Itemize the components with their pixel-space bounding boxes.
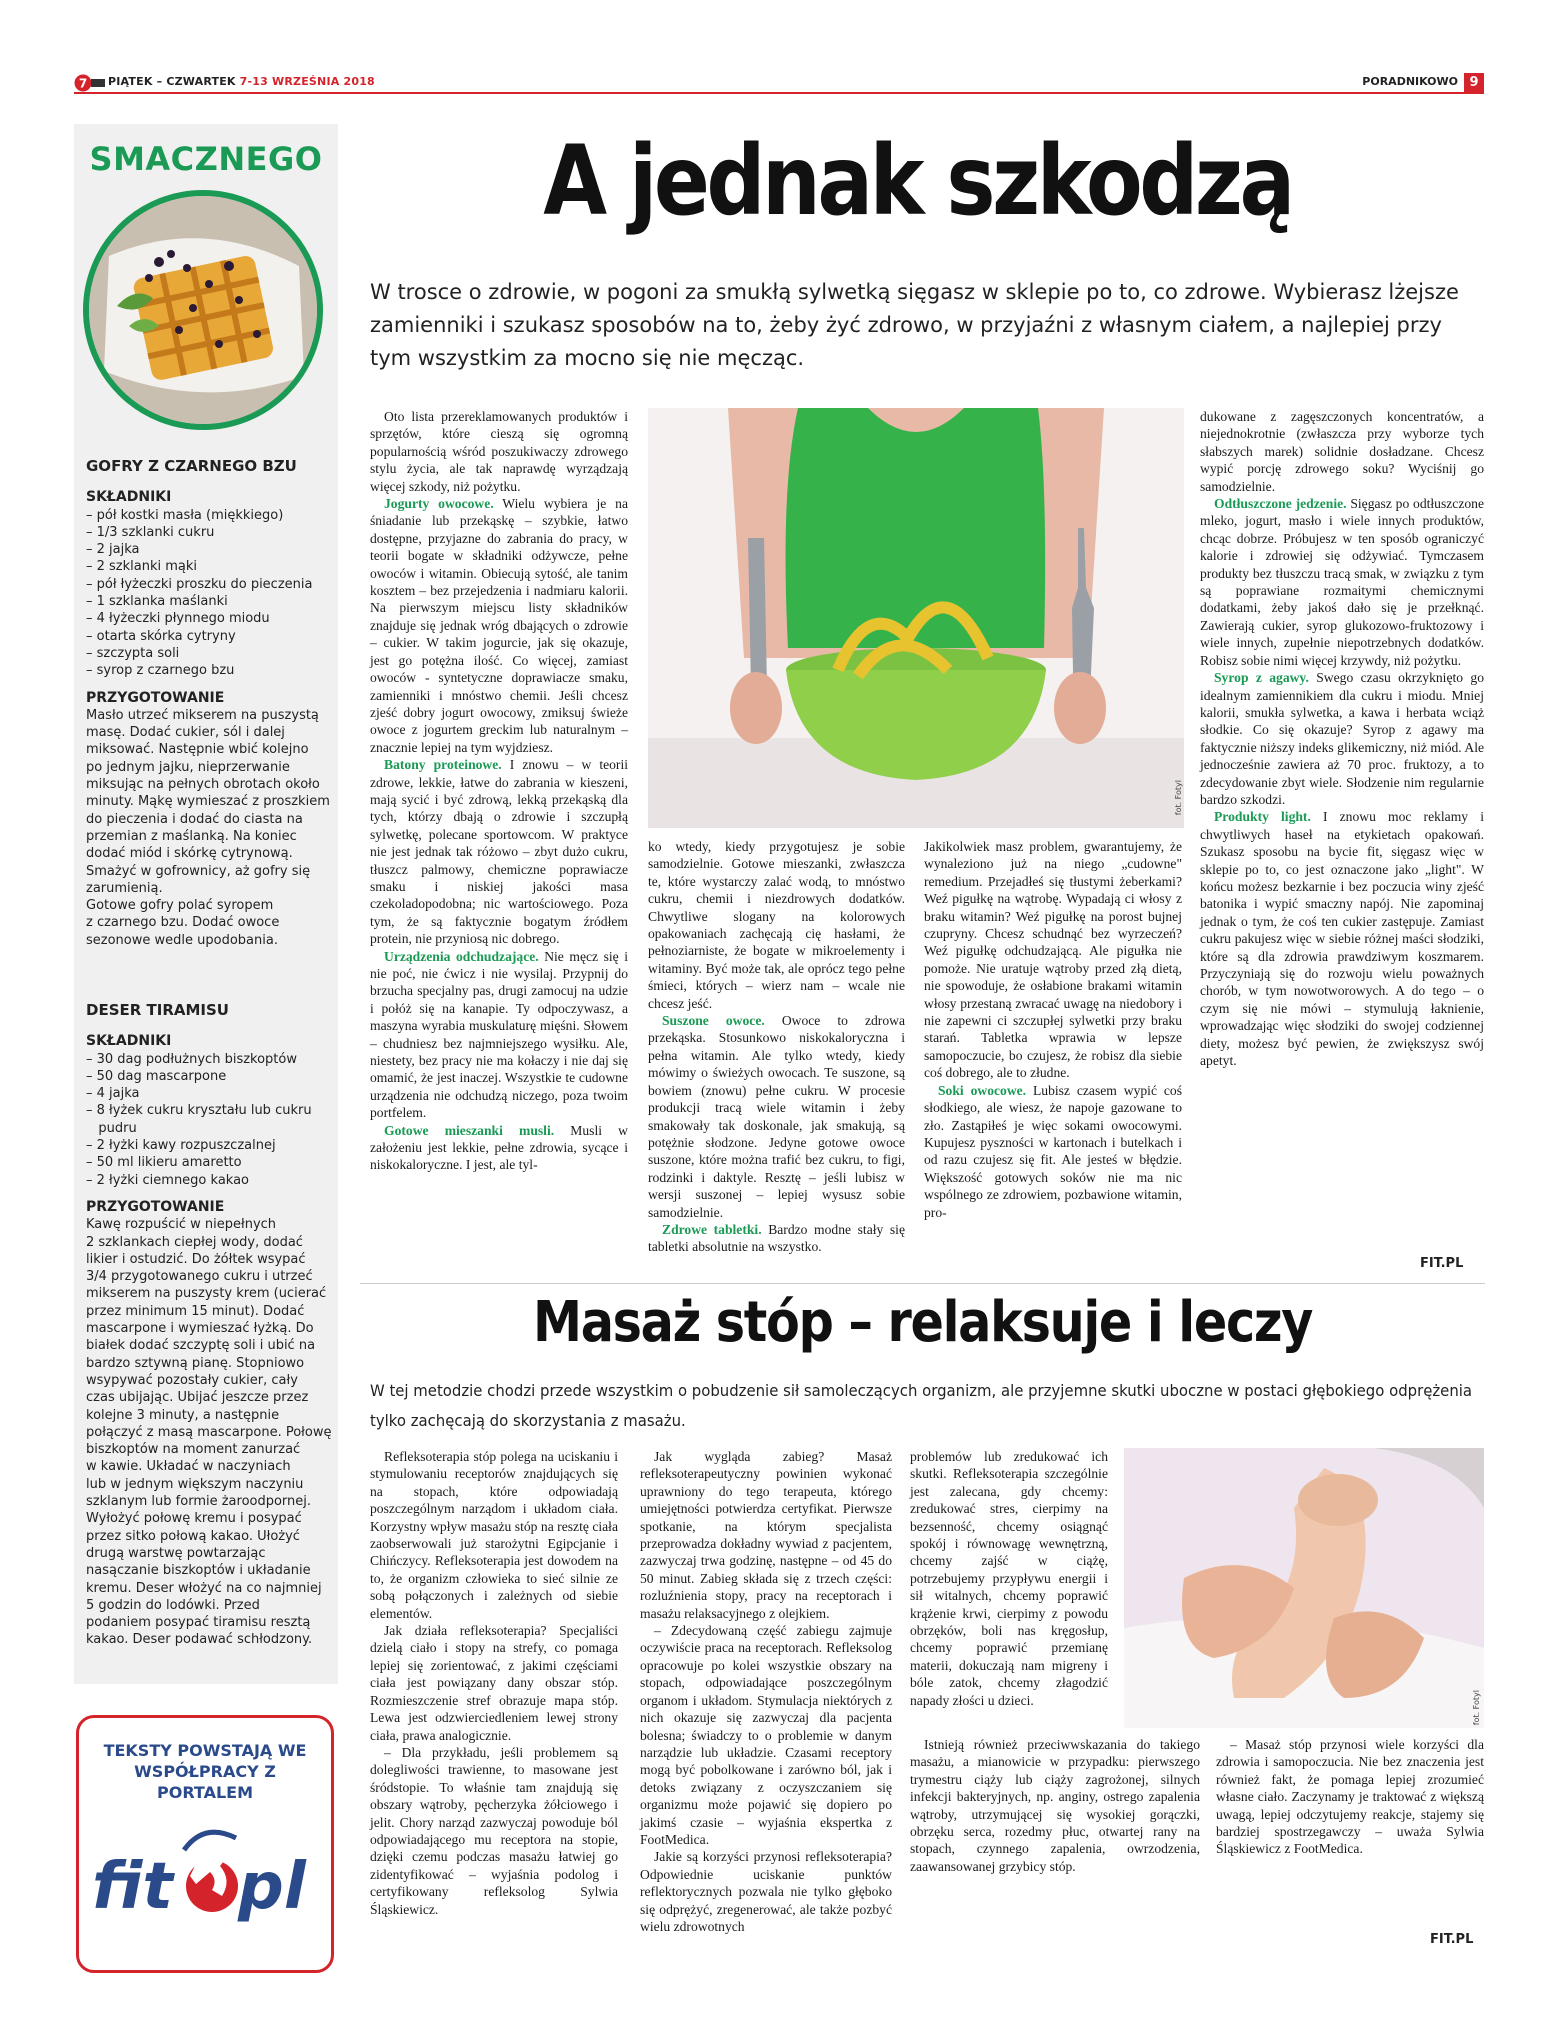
prep-line: białek dodać szczyptę soli i ubić na xyxy=(86,1338,316,1354)
logo-fit: fit xyxy=(92,1850,173,1924)
ingredients-list xyxy=(86,1051,332,1189)
list-item: – szczypta soli xyxy=(86,645,180,661)
paragraph-text: ko wtedy, kiedy przygotujesz je sobie samodzielnie. Gotowe mieszanki, zwłaszcza te, które wystarczy zalać wodą, to mnóstwo cukru, chemii i niezdrowych dodatków. Chwytliwe slogany na kolorowych opakowaniach zachęcają cię hasłami, że pełnoziarniste, że bogate w mikroelementy i witaminy. Być może tak, ale oprócz tego pełne śmieci, których – wierz nam – wcale nie chcesz jeść. xyxy=(648,839,905,1011)
article1-headline: A jednak szkodzą xyxy=(543,125,1292,237)
article1-lead: W trosce o zdrowie, w pogoni za smukłą sylwetką sięgasz w sklepie po to, co zdrowe. Wybierasz lżejsze zamienniki i szukasz sposobów na to, żeby żyć zdrowo, w przyjaźni z własnym ciałem, a najlepiej przy tym wszystkim za mocno się nie męcząc. xyxy=(370,280,1459,370)
paragraph-text: Nie męcz się i nie poć, nie ćwicz i nie wysilaj. Przypnij do brzucha specjalny pas, drugi zamocuj na udzie i połóż się na kanapie. Ty odpoczywasz, a maszyna wyrabia muskulaturę mięśni. Słowem – chudniesz bez najmniejszego wysiłku. Ale, niestety, bez pracy nie ma kołaczy i nie daj się omamić, że jest inaczej. Wszystkie te cudowne urządzenia nie odchudzą niczego, poza twoim portfelem. xyxy=(370,948,628,1121)
prep-heading: PRZYGOTOWANIE xyxy=(86,1198,225,1215)
paragraph-text: Bardzo modne stały się tabletki absolutnie na wszystko. xyxy=(648,1221,905,1255)
page-number: 9 xyxy=(1464,73,1484,93)
prep-line: miksować. Następnie wbić kolejno xyxy=(86,742,309,758)
prep-line: lub w jednym większym naczyniu xyxy=(86,1476,304,1492)
prep-line: połączyć z masą mascarpone. Połowę xyxy=(86,1424,332,1440)
article1-col4 xyxy=(1200,408,1484,1069)
list-item: – 4 łyżeczki płynnego miodu xyxy=(86,611,270,627)
prep-line: wsypywać pozostały cukier, cały xyxy=(86,1372,298,1388)
prep-line: miksując na pełnych obrotach około xyxy=(86,777,320,793)
list-item: – 2 łyżki kawy rozpuszczalnej xyxy=(86,1138,276,1154)
prep-line: drugą warstwę powtarzając xyxy=(86,1545,266,1561)
article1-photo xyxy=(648,408,1184,828)
prep-line: minuty. Mąkę wymieszać z proszkiem xyxy=(86,794,330,810)
waffle-photo xyxy=(83,190,323,430)
prep-line: Kawę rozpuścić w niepełnych xyxy=(86,1217,277,1233)
prep-text xyxy=(86,707,332,949)
prep-line: bardzo sztywną pianę. Stopniowo xyxy=(86,1355,305,1371)
prep-line: kolejne 3 minuty, a następnie xyxy=(86,1407,280,1423)
paragraph-lead: Soki owocowe. xyxy=(938,1082,1027,1098)
prep-line: Masło utrzeć mikserem na puszystą xyxy=(86,707,319,723)
ingredients-heading: SKŁADNIKI xyxy=(86,489,172,506)
paragraph xyxy=(1200,495,1484,669)
list-item: – 8 łyżek cukru kryształu lub cukru xyxy=(86,1103,312,1119)
prep-line: Smażyć w gofrownicy, aż gofry się xyxy=(86,863,311,879)
prep-line: Wyłożyć połowę kremu i posypać xyxy=(86,1511,302,1527)
recipe-tiramisu xyxy=(86,1002,332,1649)
article2-col2 xyxy=(640,1448,892,1935)
waffle-illustration xyxy=(89,196,317,424)
ingredients-heading: SKŁADNIKI xyxy=(86,1033,172,1050)
prep-line: do pieczenia i dodać do ciasta na xyxy=(86,811,303,827)
list-item: pudru xyxy=(86,1120,137,1136)
paragraph xyxy=(648,838,905,1012)
prep-line: podaniem posypać tiramisu resztą xyxy=(86,1615,311,1631)
partner-line-1: TEKSTY POWSTAJĄ WE xyxy=(103,1741,307,1760)
list-item: – 1/3 szklanki cukru xyxy=(86,524,215,540)
newspaper-logo-icon xyxy=(74,74,106,92)
partner-text xyxy=(90,1740,320,1803)
prep-line: przez sitko połową kakao. Ułożyć xyxy=(86,1528,300,1544)
foot-massage-illustration xyxy=(1124,1448,1484,1728)
logo-text: 7 xyxy=(78,76,88,91)
paragraph: problemów lub zredukować ich skutki. Refleksoterapia szczególnie jest zalecana, gdy chcemy: zredukować stres, cierpimy na bezsenność, chcemy osiągnąć spokój i równowagę wewnętrzną, chcemy zajść w ciążę, potrzebujemy przypływu energii i sił witalnych, chcemy poprawić krążenie krwi, cierpimy z powodu obrzęków, boli nas kręgosłup, chcemy poprawić przemianę materii, dokuczają nam migreny i bóle zatok, chcemy złagodzić napady złości u dzieci. xyxy=(910,1449,1108,1708)
paragraph-text: dukowane z zagęszczonych koncentratów, a niejednokrotnie (zwłaszcza przy wyborze tych słabszych marek) solidnie dosładzane. Chcesz wypić porcję zdrowego soku? Wyciśnij go samodzielnie. xyxy=(1200,409,1484,494)
paragraph-text: Lubisz czasem wypić coś słodkiego, ale wiesz, że napoje gazowane to zło. Zastąpiłeś je więc sokami owocowymi. Kupujesz pyszności w kartonach i butelkach i od razu czujesz się fit. Ale jesteś w błędzie. Większość gotowych soków nie ma nic wspólnego ze zdrowiem, pozbawione witamin, pro- xyxy=(924,1082,1182,1220)
paragraph xyxy=(1200,669,1484,808)
list-item: – 4 jajka xyxy=(86,1086,140,1102)
paragraph xyxy=(924,838,1182,1082)
prep-line: mikserem na puszysty krem (ucierać xyxy=(86,1286,327,1302)
paragraph-text: I znowu – w teorii zdrowe, lekkie, łatwe do zabrania w kieszeni, mają sycić i być zdrową, lekką przekąską dla tych, którzy dbają o zdrowie i szczupłą sylwetkę, polecane sportowcom. W praktyce nie jest jednak tak różowo – zbyt dużo cukru, tłuszcz palmowy, chemiczne poprawiacze smaku i niskiej jakości masa czekoladopodobna; nic wartościowego. Poza tym, że są faktycznie bogatym źródłem protein, nie przyniosą nic dobrego. xyxy=(370,757,629,947)
prep-line: sezonowe wedle upodobania. xyxy=(86,932,278,948)
ingredients-list xyxy=(86,507,332,680)
paragraph xyxy=(924,1082,1182,1221)
woman-with-bowl-illustration xyxy=(648,408,1184,828)
article-divider xyxy=(360,1283,1485,1284)
paragraph-text: Jakikolwiek masz problem, gwarantujemy, że wynaleziono już na niego „cudowne" remedium. Przejadłeś się tłustymi żeberkami? Weź pigułkę na wątrobę. Wypadają ci włosy z braku witamin? Weź pigułkę na porost bujnej czupryny. Chcesz schudnąć bez wyrzeczeń? Weź pigułkę odchudzającą. Ale pigułka nie pomoże. Nie uratuje wątroby przed złą dietą, nie spowoduje, że osłabione brakami witamin włosy przestaną zwracać uwagę na niedobory i nie zapewni ci szczupłej sylwetki przy braku starań. Tabletka wprawia w lepsze samopoczucie, bo czujesz, że robisz dla siebie coś dobrego, ale to złudne. xyxy=(924,839,1182,1081)
paragraph xyxy=(370,1122,628,1174)
issue-date xyxy=(108,75,375,88)
prep-heading: PRZYGOTOWANIE xyxy=(86,689,225,706)
article2-col1 xyxy=(370,1448,618,1918)
paragraph-text: I znowu moc reklamy i chwytliwych haseł na etykietach opakowań. Szukasz sposobu na bycie fit, sięgasz więc w sklepie po to, co jest oznaczone jako „light". W końcu możesz bezkarnie i bez poczucia winy zjeść batonika i wypić smaczny napój. Nie zapominaj jednak o tym, że coś ten cukier zastępuje. Zamiast cukru pakujesz więc w siebie różnej maści słodziki, które są dla zdrowia prawdziwym koszmarem. Przyczyniają się do rozwoju wielu poważnych chorób, w tym nowotworowych. A do tego – o czym się nie mówi – stymulują łaknienie, wprowadzając więc słodziki do swojej codziennej diety, możesz być pewien, że zwiększysz swój apetyt. xyxy=(1200,809,1484,1069)
paragraph-text: Musli w założeniu jest lekkie, pełne zdrowia, sycące i niskokaloryczne. I jest, ale tyl- xyxy=(370,1122,628,1173)
article2-col4 xyxy=(1216,1736,1484,1858)
photo1-credit: fot. Fotyl xyxy=(1174,780,1183,816)
partner-line-2: WSPÓŁPRACY Z PORTALEM xyxy=(134,1762,276,1802)
paragraph: – Zdecydowaną część zabiegu zajmuje oczywiście praca na receptorach. Refleksolog opracowuje po kolei wszystkie obszary na stopach, odpowiadające poszczególnym organom i układom. Stymulacja niektórych z nich okazuje się zazwyczaj dla pacjenta bolesna; świadczy to o problemie w danym narządzie lub układzie. Czasami receptory mogą być pobolkowane i zarówno ból, jak i detoks związany z oczyszczaniem się organizmu może pojawić się dopiero po jakimś czasie – wyjaśnia ekspertka z FootMedica. xyxy=(640,1623,892,1847)
sidebar-title: SMACZNEGO xyxy=(89,140,323,178)
paragraph-lead: Odtłuszczone jedzenie. xyxy=(1214,496,1347,512)
article2-signature: FIT.PL xyxy=(1430,1932,1474,1947)
header-rule xyxy=(74,92,1484,94)
paragraph-lead: Suszone owoce. xyxy=(662,1013,765,1029)
paragraph-lead: Syrop z agawy. xyxy=(1214,670,1309,686)
prep-line: dodać miód i skórkę cytrynową. xyxy=(86,846,293,862)
prep-line: po jednym jajku, nieprzerwanie xyxy=(86,759,290,775)
article2-photo xyxy=(1124,1448,1484,1728)
paragraph xyxy=(370,948,628,1122)
article1-signature: FIT.PL xyxy=(1420,1256,1464,1271)
paragraph-text: Owoce to zdrowa przekąska. Stosunkowo niskokaloryczna i pełna witamin. Ale tylko wtedy, kiedy mówimy o świeżych owocach. Te suszone, są bowiem (znowu) pełne cukru. W procesie produkcji tracą wiele witamin i żeby smakowały tak doskonale, jak smakują, są potężnie słodzone. Jedyne gotowe owoce suszone, które można trafić bez cukru, to figi, rodzinki i daktyle. Resztę – jeśli lubisz w wersji suszonej – lepiej wysusz sobie samodzielnie. xyxy=(648,1013,905,1220)
prep-line: czas ubijając. Ubijać jeszcze przez xyxy=(86,1390,309,1406)
list-item: – 2 szklanki mąki xyxy=(86,559,198,575)
paragraph-text: Sięgasz po odtłuszczone mleko, jogurt, masło i wiele innych produktów, chcąc dobrze. Próbujesz w ten sposób ograniczyć kalorie i zdrowiej się odżywiać. Tymczasem produkty bez tłuszczu tracą smak, w związku z tym są poprawiane rozmaitymi chemicznymi dodatkami, żeby jakoś dało się je przełknąć. Zawierają cukier, syrop glukozowo-fruktozowy i wiele innych, zupełnie niepotrzebnych dodatków. Robisz sobie nimi więcej krzywdy, niż pożytku. xyxy=(1200,496,1484,668)
recipe-title: DESER TIRAMISU xyxy=(86,1001,229,1019)
paragraph xyxy=(1200,408,1484,495)
paragraph-lead: Batony proteinowe. xyxy=(384,757,502,773)
paragraph xyxy=(370,495,628,756)
paragraph xyxy=(648,1221,905,1256)
article2-col3 xyxy=(910,1448,1108,1709)
section-name: PORADNIKOWO xyxy=(1362,75,1458,88)
list-item: – 2 jajka xyxy=(86,542,140,558)
list-item: – 50 ml likieru amaretto xyxy=(86,1155,242,1171)
paragraph: – Masaż stóp przynosi wiele korzyści dla zdrowia i samopoczucia. Nie bez znaczenia jest również fakt, że pomaga lepiej zrozumieć własne ciało. Zaczynamy je traktować z większą uwagą, lepiej odczytujemy reakcje, stajemy się bardziej spostrzegawczy – uważa Sylwia Śląskiewicz z FootMedica. xyxy=(1216,1737,1484,1857)
paragraph: Jak działa refleksoterapia? Specjaliści dzielą ciało i stopy na strefy, co pomaga lepiej się zorientować, z jakimi częściami ciała jest powiązany dany obszar stóp. Rozmieszczenie stref obrazuje mapa stóp. Lewa jest odzwierciedleniem lewej strony ciała, prawa analogicznie. xyxy=(370,1623,618,1743)
paragraph-text: Swego czasu okrzyknięto go idealnym zamiennikiem dla cukru i miodu. Mniej kalorii, smukła sylwetka, a kawa i herbata wciąż słodkie. Co się okazuje? Syrop z agawy ma faktycznie niższy indeks glikemiczny, niż miód. Ale jednocześnie zawiera aż 70 proc. fruktozy, a to zdecydowanie zbyt wiele. Słodzenie nim regularnie bardzo szkodzi. xyxy=(1200,670,1484,807)
prep-line: z czarnego bzu. Dodać owoce xyxy=(86,915,280,931)
prep-line: 5 godzin do lodówki. Przed xyxy=(86,1597,260,1613)
prep-line: 3/4 przygotowanego cukru i utrzeć xyxy=(86,1269,313,1285)
list-item: – pół łyżeczki proszku do pieczenia xyxy=(86,576,313,592)
prep-line: zarumienią. xyxy=(86,880,163,896)
list-item: – syrop z czarnego bzu xyxy=(86,663,235,679)
prep-line: w kawie. Układać w naczyniach xyxy=(86,1459,291,1475)
paragraph: Jakie są korzyści przynosi refleksoterapia? Odpowiednie uciskanie punktów reflektorycznych pozwala nie tylko głęboko się odprężyć, zregenerować, ale także pozbyć wielu zdrowotnych xyxy=(640,1849,892,1934)
paragraph: Jak wygląda zabieg? Masaż refleksoterapeutyczny powinien wykonać uprawniony do tego terapeuta, którego umiejętności potwierdza certyfikat. Pierwsze spotkanie, na którym specjalista przeprowadza dokładny wywiad z pacjentem, zazwyczaj trwa godzinę, następne – od 45 do 50 minut. Zabieg składa się z trzech części: rozluźnienia stopy, pracy na receptorach i masażu relaksacyjnego z olejkiem. xyxy=(640,1449,892,1621)
paragraph xyxy=(1200,808,1484,1069)
list-item: – 30 dag podłużnych biszkoptów xyxy=(86,1051,297,1067)
list-item: – 50 dag mascarpone xyxy=(86,1068,227,1084)
logo-pl: pl xyxy=(238,1850,306,1924)
list-item: – 1 szklanka maślanki xyxy=(86,594,228,610)
prep-line: szklanym lub formie żaroodpornej. xyxy=(86,1494,312,1510)
list-item: – pół kostki masła (miękkiego) xyxy=(86,507,284,523)
prep-line: 2 szklankach ciepłej wody, dodać xyxy=(86,1234,303,1250)
paragraph: Istnieją również przeciwwskazania do takiego masażu, a mianowicie w przypadku: pierwszego trymestru ciąży lub ciąży zagrożonej, silnych infekcji bakteryjnych, np. anginy, ostrego zapalenia wątroby, utrzymującej się wysokiej gorączki, obrzęku serca, rozedmy płuc, otwartej rany na stopach, czynnego zapalenia, owrzodzenia, zaawansowanej grzybicy stóp. xyxy=(910,1737,1200,1874)
prep-line: kremu. Deser włożyć na co najmniej xyxy=(86,1580,322,1596)
article2-headline: Masaż stóp – relaksuje i leczy xyxy=(532,1290,1312,1355)
prep-line: przez minimum 15 minut). Dodać xyxy=(86,1303,305,1319)
paragraph: Refleksoterapia stóp polega na uciskaniu i stymulowaniu receptorów znajdujących się na stopach, które odpowiadają poszczególnym narządom i układom ciała. Korzystny wpływ masażu stóp na resztę ciała zaobserwowali już starożytni Egipcjanie i Chińczycy. Refleksoterapia jest dowodem na to, że organizm człowieka to sieć silnie ze sobą połączonych i zależnych od siebie elementów. xyxy=(370,1449,618,1621)
list-item: – otarta skórka cytryny xyxy=(86,628,236,644)
prep-line: biszkoptów na moment zanurzać xyxy=(86,1442,301,1458)
prep-line: przemian z maślanką. Na koniec xyxy=(86,828,297,844)
paragraph xyxy=(648,1012,905,1221)
fit-pl-logo-icon xyxy=(88,1820,320,1940)
photo2-credit: fot. Fotyl xyxy=(1472,1690,1481,1726)
paragraph-lead: Urządzenia odchudzające. xyxy=(384,948,539,964)
paragraph xyxy=(370,756,628,947)
paragraph xyxy=(370,408,628,495)
prep-line: Gotowe gofry polać syropem xyxy=(86,898,274,914)
paragraph-text: Oto lista przereklamowanych produktów i sprzętów, które cieszą się ogromną popularnością wśród poszukiwaczy zdrowego stylu życia, ale tak naprawdę wyrządzają więcej szkody, niż pożytku. xyxy=(370,409,628,494)
prep-line: likier i ostudzić. Do żółtek wsypać xyxy=(86,1251,306,1267)
paragraph-lead: Jogurty owocowe. xyxy=(384,496,494,512)
recipe-title: GOFRY Z CZARNEGO BZU xyxy=(86,457,297,475)
paragraph-lead: Gotowe mieszanki musli. xyxy=(384,1122,555,1138)
paragraph-lead: Zdrowe tabletki. xyxy=(662,1221,762,1237)
paragraph-lead: Produkty light. xyxy=(1214,809,1311,825)
prep-line: kakao. Deser podawać schłodzony. xyxy=(86,1632,313,1648)
paragraph-text: Wielu wybiera je na śniadanie lub przekąskę – szybkie, łatwo dostępne, przyjazne do zabrania do pracy, w teorii bogate w składniki odżywcze, pełne owoców i witamin. Obiecują sytość, ale tanim kosztem – bez przejedzenia i nadmiaru kalorii. Na pierwszym miejscu listy składników znajduje się jednak wróg dbających o zdrowie – cukier. W takim jogurcie, jak się okazuje, jest go potężna ilość. Co więcej, zamiast owoców - syntetyczne doprawiacze smaku, zamienniki i mnóstwo chemii. Jeśli chcesz zjeść dobry jogurt owocowy, zmiksuj świeże owoce z jogurtem greckim lub naturalnym – znacznie lepiej na tym wyjdziesz. xyxy=(370,496,628,755)
article1-col3 xyxy=(924,838,1182,1221)
article2-col3-bottom xyxy=(910,1736,1200,1875)
date-range: 7-13 WRZEŚNIA 2018 xyxy=(239,75,375,88)
article2-lead: W tej metodzie chodzi przede wszystkim o pobudzenie sił samoleczących organizm, ale przyjemne skutki uboczne w postaci głębokiego odprężenia tylko zachęcają do skorzystania z masażu. xyxy=(370,1381,1473,1430)
prep-line: mascarpone i wymieszać łyżką. Do xyxy=(86,1321,314,1337)
date-prefix: PIĄTEK – CZWARTEK xyxy=(108,75,240,88)
list-item: – 2 łyżki ciemnego kakao xyxy=(86,1172,250,1188)
prep-line: masę. Dodać cukier, sól i dalej xyxy=(86,725,285,741)
article1-col2 xyxy=(648,838,905,1256)
prep-line: nasączanie biszkoptów i układanie xyxy=(86,1563,311,1579)
paragraph: – Dla przykładu, jeśli problemem są dolegliwości trawienne, to masowane jest śródstopie. To właśnie tam znajdują się obszary wątroby, pęcherzyka żółciowego i jelit. Chory narząd zazwyczaj powoduje ból odpowiadającego mu receptora na stopie, dzięki czemu podczas masażu łatwiej go zidentyfikować – wyjaśnia podolog i certyfikowany refleksolog Sylwia Śląskiewicz. xyxy=(370,1744,618,1917)
article1-col1 xyxy=(370,408,628,1174)
prep-text xyxy=(86,1216,332,1648)
recipe-gofry xyxy=(86,458,332,949)
